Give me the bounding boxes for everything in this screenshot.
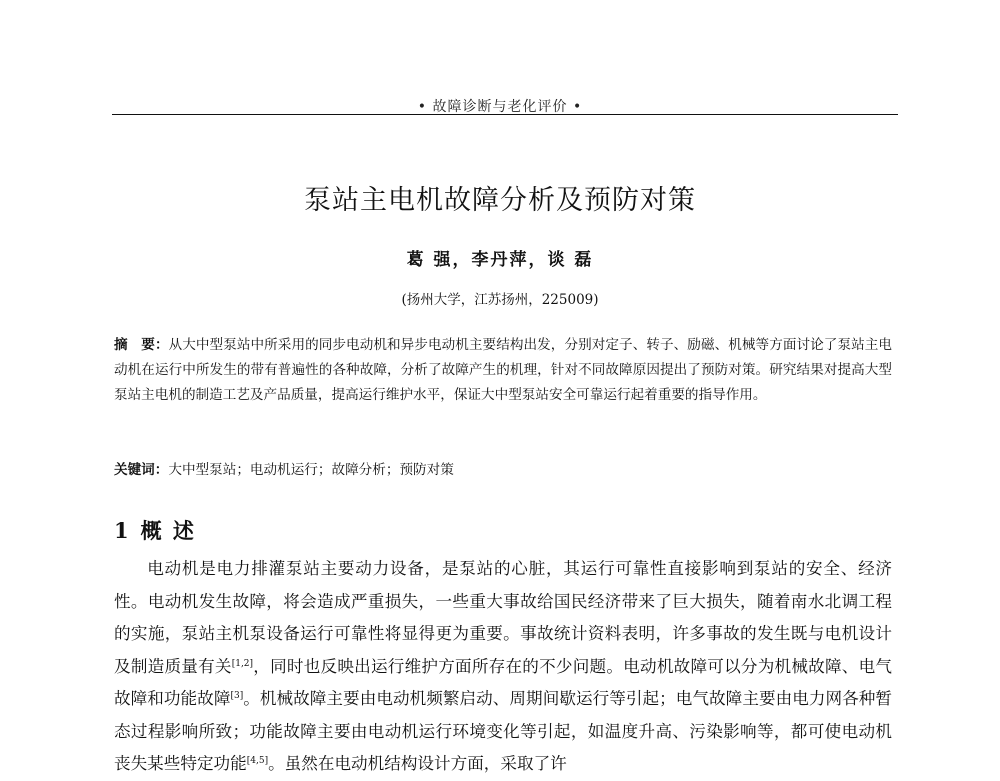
keywords-label: 关键词： [114, 462, 169, 478]
section-heading [114, 515, 196, 545]
keywords-text: 大中型泵站；电动机运行；故障分析；预防对策 [168, 462, 454, 478]
body-paragraph [114, 553, 892, 781]
citation: [3] [230, 691, 244, 701]
affiliation: (扬州大学，江苏扬州，225009) [401, 292, 599, 308]
header-rule [112, 114, 898, 115]
abstract-text: 从大中型泵站中所采用的同步电动机和异步电动机主要结构出发，分别对定子、转子、励磁、机械等方面讨论了泵站主电动机在运行中所发生的带有普遍性的各种故障，分析了故障产生的机理，针对不同故障原因提出了预防对策。研究结果对提高大型泵站主电机的制造工艺及产品质量，提高运行维护水平，保证大中型泵站安全可靠运行起着重要的指导作用。 [114, 337, 893, 403]
citation: [4,5] [246, 756, 269, 766]
keywords [114, 459, 892, 481]
section-number: 1 [114, 518, 131, 543]
section-title: 概 述 [140, 518, 196, 543]
authors: 葛 强，李丹萍，谈 磊 [406, 250, 594, 270]
body-text-segment: ，同时也反映出运行维护方面所存在的不少问题。电动机故障可以分为机械故障、电气故障和功能故障 [114, 656, 892, 708]
abstract-label: 摘 要： [114, 337, 169, 353]
body-text-segment: 。虽然在电动机结构设计方面，采取了许 [268, 754, 567, 773]
citation: [1,2] [231, 658, 254, 669]
abstract [114, 333, 892, 408]
running-header: • 故障诊断与老化评价 • [417, 99, 583, 115]
body-text-segment: 。机械故障主要由电动机频繁启动、周期间歇运行等引起；电气故障主要由电力网各种暂态过程影响所致；功能故障主要由电动机运行环境变化等引起，如温度升高、污染影响等，都可使电动机丧失某些特定功能 [114, 689, 892, 773]
page-title: 泵站主电机故障分析及预防对策 [304, 185, 696, 216]
body-text-segment: 电动机是电力排灌泵站主要动力设备，是泵站的心脏，其运行可靠性直接影响到泵站的安全、经济性。电动机发生故障，将会造成严重损失，一些重大事故给国民经济带来了巨大损失，随着南水北调工程的实施，泵站主机泵设备运行可靠性将显得更为重要。事故统计资料表明，许多事故的发生既与电机设计及制造质量有关 [114, 559, 892, 676]
